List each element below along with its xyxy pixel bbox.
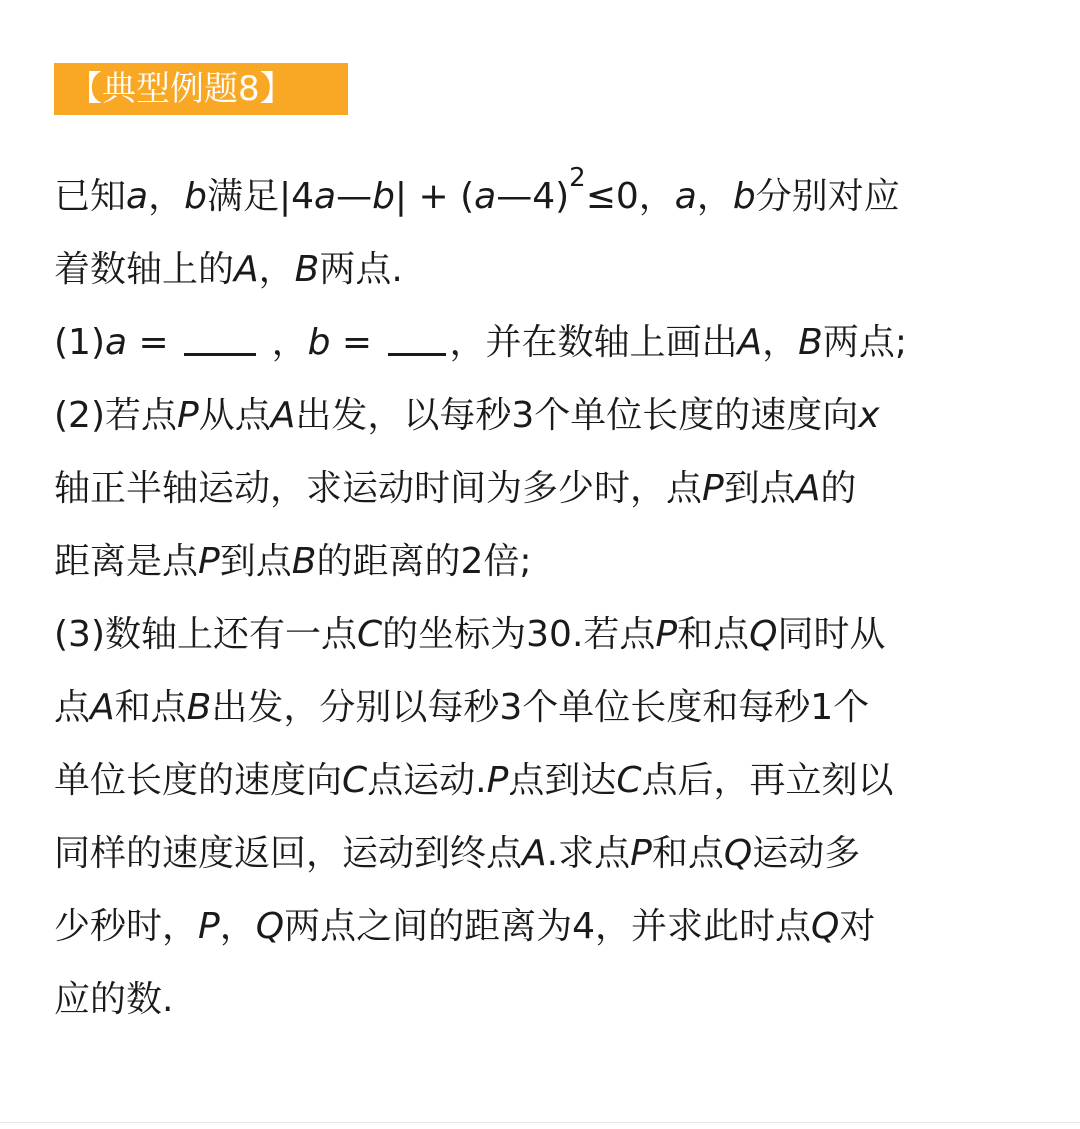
math-variable: b xyxy=(307,322,331,363)
text-segment: 出发，分别以每秒3个单位长度和每秒1个 xyxy=(211,687,870,728)
text-segment: 出发，以每秒3个单位长度的速度向 xyxy=(295,395,859,436)
math-variable: a xyxy=(314,176,337,217)
text-segment: ， xyxy=(148,176,185,217)
text-segment: = xyxy=(330,322,384,363)
math-variable: A xyxy=(234,249,259,290)
text-segment: 着数轴上的 xyxy=(54,249,235,290)
text-segment: 应的数. xyxy=(54,979,174,1020)
math-variable: C xyxy=(357,614,383,655)
problem-text xyxy=(54,160,1034,1036)
math-variable: b xyxy=(732,176,756,217)
math-variable: A xyxy=(522,833,547,874)
math-variable: x xyxy=(858,395,880,436)
text-segment: ， xyxy=(696,176,733,217)
text-segment: 已知 xyxy=(54,176,127,217)
text-segment: ， xyxy=(762,322,799,363)
math-variable: P xyxy=(198,906,220,947)
text-line xyxy=(54,817,1034,890)
answer-blank xyxy=(388,323,446,356)
math-variable: Q xyxy=(811,906,840,947)
text-segment: 和点 xyxy=(677,614,750,655)
text-segment: 同样的速度返回，运动到终点 xyxy=(54,833,523,874)
math-variable: A xyxy=(737,322,763,363)
text-segment: 点运动. xyxy=(367,760,487,801)
math-variable: P xyxy=(198,541,220,582)
math-variable: B xyxy=(798,322,823,363)
text-segment: 两点; xyxy=(822,322,908,363)
text-segment: —4) xyxy=(496,176,570,217)
text-segment: 的 xyxy=(820,468,857,509)
text-line xyxy=(54,671,1034,744)
text-segment: 分别对应 xyxy=(755,176,900,217)
math-variable: P xyxy=(630,833,652,874)
math-variable: b xyxy=(372,176,395,217)
text-segment: — xyxy=(336,176,373,217)
text-segment: 到点 xyxy=(219,541,292,582)
text-segment: (3)数轴上还有一点 xyxy=(54,614,357,655)
text-line xyxy=(54,306,1034,379)
text-segment: ， xyxy=(258,249,295,290)
math-variable: a xyxy=(105,322,128,363)
math-variable: B xyxy=(294,249,320,290)
math-variable: B xyxy=(186,687,212,728)
text-segment: (2)若点 xyxy=(54,395,177,436)
text-line xyxy=(54,379,1034,452)
text-segment: ≤0， xyxy=(585,176,675,217)
text-line xyxy=(54,890,1034,963)
math-variable: b xyxy=(184,176,207,217)
answer-blank xyxy=(184,323,256,356)
text-segment: ，并在数轴上画出 xyxy=(449,322,738,363)
text-segment: 运动多 xyxy=(752,833,861,874)
math-variable: P xyxy=(177,395,199,436)
text-segment: 的坐标为30.若点 xyxy=(382,614,656,655)
text-segment: ， xyxy=(260,322,308,363)
math-variable: B xyxy=(291,541,317,582)
text-line xyxy=(54,525,1034,598)
text-segment: 轴正半轴运动，求运动时间为多少时，点 xyxy=(54,468,703,509)
math-variable: C xyxy=(616,760,642,801)
math-variable: Q xyxy=(723,833,753,874)
divider xyxy=(0,1122,1080,1123)
text-line xyxy=(54,744,1034,817)
math-variable: Q xyxy=(749,614,778,655)
text-segment: 点后，再立刻以 xyxy=(641,760,894,801)
text-segment: 到点 xyxy=(723,468,796,509)
text-segment: (1) xyxy=(54,322,105,363)
example-title-badge xyxy=(54,63,348,115)
math-variable: P xyxy=(655,614,678,655)
text-line xyxy=(54,598,1034,671)
text-segment: 少秒时， xyxy=(54,906,199,947)
text-segment: 和点 xyxy=(651,833,724,874)
math-variable: a xyxy=(126,176,149,217)
exponent: 2 xyxy=(569,163,586,193)
text-segment: = xyxy=(127,322,181,363)
text-segment: 的距离的2倍; xyxy=(316,541,532,582)
math-variable: A xyxy=(795,468,821,509)
math-variable: a xyxy=(474,176,497,217)
text-segment: 对 xyxy=(839,906,876,947)
text-segment: 和点 xyxy=(114,687,187,728)
text-segment: 两点之间的距离为4，并求此时点 xyxy=(284,906,811,947)
text-segment: 两点. xyxy=(319,249,403,290)
math-variable: A xyxy=(270,395,296,436)
math-variable: P xyxy=(702,468,724,509)
text-segment: 同时从 xyxy=(777,614,886,655)
text-line xyxy=(54,160,1034,233)
text-line xyxy=(54,233,1034,306)
text-segment: 距离是点 xyxy=(54,541,199,582)
text-line xyxy=(54,452,1034,525)
text-line xyxy=(54,963,1034,1036)
text-segment: 从点 xyxy=(198,395,271,436)
text-segment: 单位长度的速度向 xyxy=(54,760,343,801)
math-variable: C xyxy=(342,760,368,801)
text-segment: 满足|4 xyxy=(206,176,314,217)
text-segment: .求点 xyxy=(546,833,631,874)
math-variable: A xyxy=(90,687,115,728)
math-variable: a xyxy=(674,176,697,217)
example-title: 【典型例题8】 xyxy=(68,69,294,109)
text-segment: ， xyxy=(219,906,256,947)
text-segment: 点 xyxy=(54,687,91,728)
math-variable: Q xyxy=(255,906,285,947)
math-variable: P xyxy=(486,760,509,801)
text-segment: | + ( xyxy=(394,176,475,217)
text-segment: 点到达 xyxy=(508,760,617,801)
